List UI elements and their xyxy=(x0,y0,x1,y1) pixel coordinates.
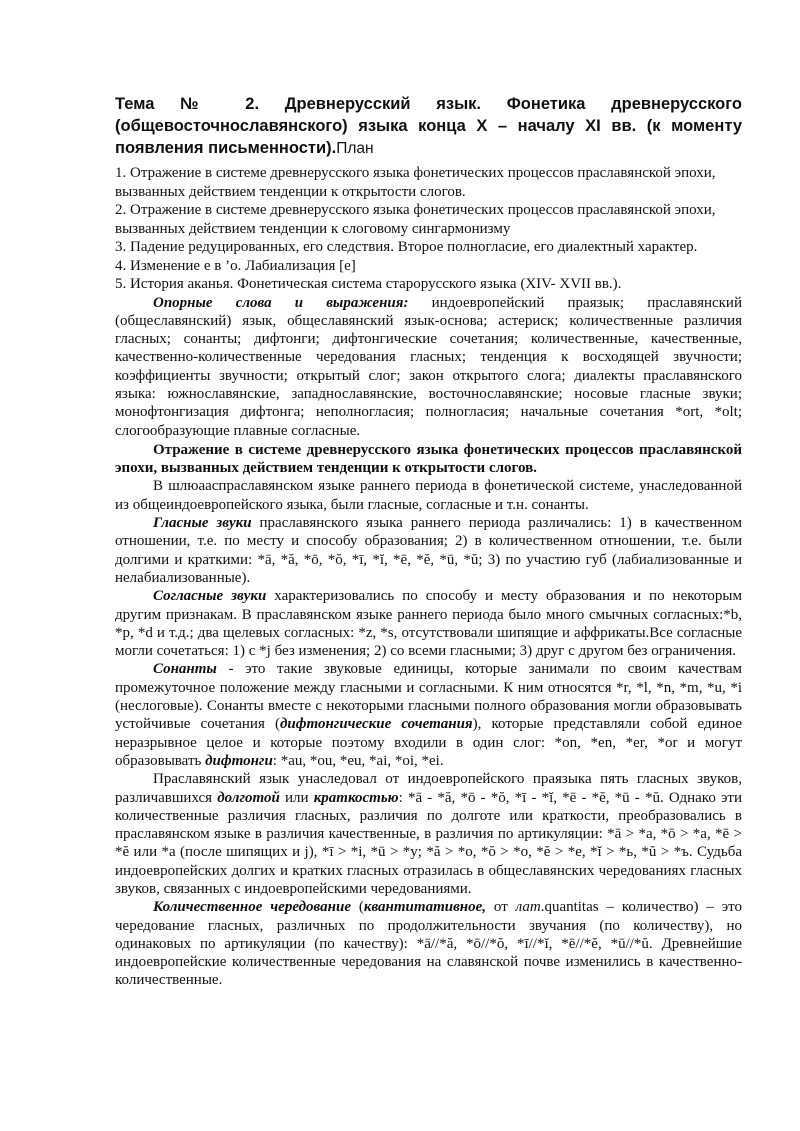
term-sonants: Сонанты xyxy=(153,661,217,678)
consonants-text: характеризовались по способу и месту образования и по некоторым другим признакам. В праславянском языке раннего периода было много смычных согласных:*b, *p, *d и т.д.; два щелевых согласных: *z, *s, отсутствовали шипящие и аффрикаты.Все согласные могли сочетаться: 1) с *j без изменения; 2) со всеми гласными; 3) друг с другом без ограничения. xyxy=(115,588,742,660)
sonants-text-b: ), которые представляли собой единое неразрывное целое и которые поэтому входили в один слог: *on, *en, *er, *or и могут образовывать xyxy=(115,716,743,769)
term-quantitative-alternation: Количественное чередование xyxy=(153,899,351,916)
plan-item-1: 1. Отражение в системе древнерусского языка фонетических процессов праславянской эпохи, вызванных действием тенденции к открытости слогов. xyxy=(115,165,716,200)
term-vowels: Гласные звуки xyxy=(153,515,252,532)
paragraph-vowels xyxy=(115,514,742,587)
latin-abbrev: лат xyxy=(515,899,541,916)
term-shortness: краткостью xyxy=(313,789,399,806)
keywords-text: индоевропейский праязык; праславянский (общеславянский) язык, общеславянский язык-основа; астериск; количественные различия гласных; сонанты; дифтонги; дифтонгические сочетания; количественные, качественные, качественно-количественные чередования гласных; тенденция к восходящей звучности; коэффициенты звучности; открытый слог; закон открытого слога; диалекты праславянского языка: южнославянские, западнославянские, восточнославянские; носовые гласные звуки; монофтонгизация дифтонга; неполногласия; полногласия; начальные сочетания *ort, *olt; слогообразующие плавные согласные. xyxy=(115,294,742,439)
section-title: Отражение в системе древнерусского языка фонетических процессов праславянской эпохи, вызванных действием тенденции к открытости слогов. xyxy=(115,441,742,477)
term-quantitative: квантитативное, xyxy=(363,899,487,916)
quantitative-text-b: от xyxy=(486,899,516,916)
proto-slavic-text-c: : *ā - *ă, *ō - *ŏ, *ī - *ĭ, *ē - *ĕ, *ū - *ŭ. Однако эти количественные различия гласных, различия по долготе или краткости, преобразовались в праславянском языке в различия качественные, в различия по артикуляции: *ā > *a, *ō > *a, *ē > *ĕ или *a (после шипящих и j), *ī > *i, *ū > *y; *ă > *o, *ŏ > *o, *ĕ > *e, *ĭ > *ь, *ŭ > *ъ. Судьба индоевропейских долгих и кратких гласных отразилась в общеславянских чередованиях гласных звуков, связанных с индоевропейскими чередованиями. xyxy=(115,789,742,897)
document-title xyxy=(115,93,742,160)
proto-slavic-text-a: Праславянский язык унаследовал от индоевропейского праязыка пять гласных звуков, различавшихся xyxy=(115,771,742,806)
quantitative-text-a: ( xyxy=(350,899,364,916)
plan-item-4: 4. Изменение е в ’о. Лабиализация [е] xyxy=(115,257,356,274)
keywords-paragraph xyxy=(115,294,742,440)
plan-item-3: 3. Падение редуцированных, его следствия. Второе полногласие, его диалектный характер. xyxy=(115,239,698,255)
vowels-text: праславянского языка раннего периода различались: 1) в качественном отношении, т.е. по месту и способу образования; 2) в количественном отношении, т.е. были долгими и краткими: *ā, *ă, *ō, *ŏ, *ī, *ĭ, *ē, *ĕ, *ū, *ŭ; 3) по участию губ (лабиализованные и нелабиализованные). xyxy=(115,515,743,586)
keywords-label: Опорные слова и выражения: xyxy=(153,294,409,311)
sonants-text-c: : *au, *ou, *eu, *ai, *oi, *ei. xyxy=(272,752,444,769)
plan-item-5: 5. История аканья. Фонетическая система старорусского языка (XIV- XVII вв.). xyxy=(115,276,622,292)
quantitative-text-c: .quantitas – количество) – это чередование гласных, различных по продолжительности звучания (по количеству), но одинаковых по артикуляции (по качеству): *ā//*ă, *ō//*ŏ, *ī//*ĭ, *ē//*ĕ, *ū//*ŭ. Древнейшие индоевропейские количественные чередования на славянской почве изменились в качественно-количественные. xyxy=(115,899,742,989)
paragraph-quantitative-alternation xyxy=(115,898,742,989)
plan-label: План xyxy=(336,140,374,157)
paragraph-consonants xyxy=(115,587,742,660)
plan-item-2: 2. Отражение в системе древнерусского языка фонетических процессов праславянской эпохи, вызванных действием тенденции к слоговому сингармонизму xyxy=(115,202,716,237)
paragraph-sonants xyxy=(115,660,742,770)
term-diphthongs: дифтонги xyxy=(205,752,273,769)
title-text: Тема № 2. Древнерусский язык. Фонетика древнерусского (общевосточнославянского) языка конца X – началу XI вв. (к моменту появления письменности). xyxy=(115,95,742,157)
paragraph-proto-slavic xyxy=(115,770,742,898)
sonants-text-a: - это такие звуковые единицы, которые занимали по своим качествам промежуточное положение между гласными и согласными. К ним относятся *r, *l, *n, *m, *u, *i (неслоговые). Сонанты вместе с некоторыми гласными полного образования могли образовывать устойчивые сочетания ( xyxy=(115,661,742,733)
paragraph-intro: В шлюааспраславянском языке раннего периода в фонетической системе, унаследованной из общеиндоевропейского языка, были гласные, согласные и т.н. сонанты. xyxy=(115,478,742,513)
term-length: долготой xyxy=(217,789,280,806)
term-diphthong-combinations: дифтонгические сочетания xyxy=(279,716,473,733)
document-page xyxy=(115,93,742,990)
proto-slavic-text-b: или xyxy=(279,789,314,806)
term-consonants: Согласные звуки xyxy=(153,588,267,605)
